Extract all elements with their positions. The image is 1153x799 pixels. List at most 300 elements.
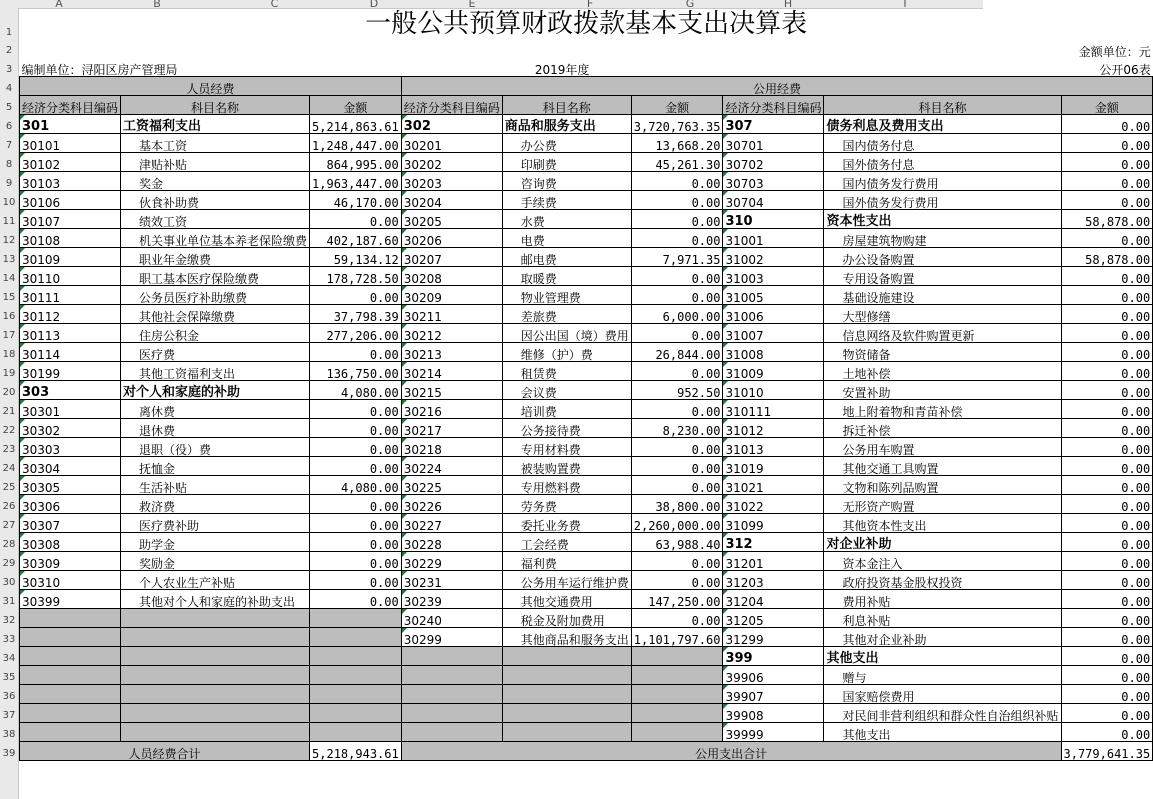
item-name-cell[interactable]: 手续费 — [502, 191, 631, 210]
hdr-code-d[interactable]: 经济分类科目编码 — [401, 96, 502, 115]
amount-cell[interactable]: 0.00 — [1061, 134, 1153, 153]
amount-cell[interactable]: 0.00 — [1061, 267, 1153, 286]
sheet-title[interactable]: 一般公共预算财政拨款基本支出决算表 — [365, 9, 808, 39]
econ-code-cell[interactable]: 30209 — [401, 286, 502, 305]
item-name-cell[interactable]: 利息补贴 — [824, 609, 1061, 628]
econ-code-cell[interactable]: 30216 — [401, 400, 502, 419]
amount-cell[interactable]: 952.50 — [631, 381, 723, 400]
item-name-cell[interactable]: 培训费 — [502, 400, 631, 419]
item-name-cell[interactable]: 医疗费补助 — [121, 514, 310, 533]
item-name-cell[interactable]: 地上附着物和青苗补偿 — [824, 400, 1061, 419]
amount-cell[interactable]: 0.00 — [1061, 400, 1153, 419]
amount-cell[interactable]: 13,668.20 — [631, 134, 723, 153]
econ-code-cell[interactable]: 30228 — [401, 533, 502, 552]
item-name-cell[interactable]: 委托业务费 — [502, 514, 631, 533]
amount-cell[interactable]: 0.00 — [1061, 115, 1153, 134]
item-name-cell[interactable]: 物业管理费 — [502, 286, 631, 305]
econ-code-cell[interactable]: 31009 — [723, 362, 824, 381]
econ-code-cell[interactable]: 30106 — [20, 191, 121, 210]
amount-cell[interactable] — [310, 685, 402, 704]
amount-cell[interactable] — [310, 723, 402, 742]
econ-code-cell[interactable]: 30305 — [20, 476, 121, 495]
amount-cell[interactable] — [310, 647, 402, 666]
amount-cell[interactable]: 5,214,863.61 — [310, 115, 402, 134]
amount-cell[interactable]: 0.00 — [1061, 590, 1153, 609]
row-number[interactable]: 14 — [2, 272, 16, 284]
item-name-cell[interactable]: 无形资产购置 — [824, 495, 1061, 514]
column-letter[interactable]: I — [903, 0, 907, 10]
item-name-cell[interactable]: 对民间非营利组织和群众性自治组织补贴 — [824, 704, 1061, 723]
amount-cell[interactable]: 63,988.40 — [631, 533, 723, 552]
amount-cell[interactable]: 1,963,447.00 — [310, 172, 402, 191]
amount-cell[interactable] — [631, 685, 723, 704]
econ-code-cell[interactable]: 31001 — [723, 229, 824, 248]
econ-code-cell[interactable]: 30299 — [401, 628, 502, 647]
row-number[interactable]: 15 — [2, 291, 16, 303]
amount-cell[interactable]: 0.00 — [310, 552, 402, 571]
item-name-cell[interactable]: 债务利息及费用支出 — [824, 115, 1061, 134]
econ-code-cell[interactable] — [401, 704, 502, 723]
hdr-amount-c[interactable]: 金额 — [310, 96, 402, 115]
econ-code-cell[interactable]: 30103 — [20, 172, 121, 191]
econ-code-cell[interactable]: 31022 — [723, 495, 824, 514]
amount-cell[interactable]: 0.00 — [631, 571, 723, 590]
econ-code-cell[interactable]: 31008 — [723, 343, 824, 362]
item-name-cell[interactable]: 其他对个人和家庭的补助支出 — [121, 590, 310, 609]
item-name-cell[interactable] — [121, 628, 310, 647]
amount-cell[interactable]: 26,844.00 — [631, 343, 723, 362]
column-letter[interactable]: F — [586, 0, 594, 10]
econ-code-cell[interactable]: 301 — [20, 115, 121, 134]
row-number[interactable]: 32 — [2, 614, 16, 626]
item-name-cell[interactable] — [502, 666, 631, 685]
item-name-cell[interactable]: 拆迁补偿 — [824, 419, 1061, 438]
amount-cell[interactable]: 0.00 — [631, 286, 723, 305]
row-number[interactable]: 1 — [5, 27, 13, 38]
item-name-cell[interactable]: 安置补助 — [824, 381, 1061, 400]
item-name-cell[interactable]: 房屋建筑物购建 — [824, 229, 1061, 248]
row-number[interactable]: 13 — [2, 253, 16, 265]
amount-cell[interactable]: 0.00 — [1061, 457, 1153, 476]
amount-cell[interactable]: 38,800.00 — [631, 495, 723, 514]
item-name-cell[interactable]: 工会经费 — [502, 533, 631, 552]
amount-cell[interactable]: 0.00 — [1061, 685, 1153, 704]
econ-code-cell[interactable]: 30302 — [20, 419, 121, 438]
econ-code-cell[interactable] — [20, 685, 121, 704]
row-number[interactable]: 28 — [2, 538, 16, 550]
item-name-cell[interactable] — [121, 647, 310, 666]
item-name-cell[interactable]: 因公出国（境）费用 — [502, 324, 631, 343]
item-name-cell[interactable]: 医疗费 — [121, 343, 310, 362]
amount-cell[interactable]: 3,720,763.35 — [631, 115, 723, 134]
econ-code-cell[interactable]: 30308 — [20, 533, 121, 552]
item-name-cell[interactable] — [502, 723, 631, 742]
amount-cell[interactable]: 0.00 — [631, 457, 723, 476]
item-name-cell[interactable]: 资本性支出 — [824, 210, 1061, 229]
item-name-cell[interactable]: 职业年金缴费 — [121, 248, 310, 267]
amount-cell[interactable]: 58,878.00 — [1061, 248, 1153, 267]
column-letter[interactable]: E — [468, 0, 476, 10]
row-number[interactable]: 9 — [5, 177, 13, 189]
item-name-cell[interactable]: 其他交通费用 — [502, 590, 631, 609]
econ-code-cell[interactable]: 30224 — [401, 457, 502, 476]
amount-cell[interactable] — [310, 704, 402, 723]
econ-code-cell[interactable] — [401, 647, 502, 666]
econ-code-cell[interactable]: 30229 — [401, 552, 502, 571]
amount-cell[interactable]: 0.00 — [310, 590, 402, 609]
econ-code-cell[interactable]: 31005 — [723, 286, 824, 305]
amount-cell[interactable]: 0.00 — [310, 286, 402, 305]
econ-code-cell[interactable]: 30113 — [20, 324, 121, 343]
econ-code-cell[interactable]: 31006 — [723, 305, 824, 324]
econ-code-cell[interactable]: 31019 — [723, 457, 824, 476]
item-name-cell[interactable]: 取暖费 — [502, 267, 631, 286]
amount-cell[interactable]: 0.00 — [1061, 628, 1153, 647]
amount-cell[interactable]: 0.00 — [310, 457, 402, 476]
row-number[interactable]: 38 — [2, 728, 16, 740]
item-name-cell[interactable]: 办公设备购置 — [824, 248, 1061, 267]
econ-code-cell[interactable]: 31021 — [723, 476, 824, 495]
amount-cell[interactable]: 0.00 — [631, 324, 723, 343]
item-name-cell[interactable]: 水费 — [502, 210, 631, 229]
amount-cell[interactable]: 7,971.35 — [631, 248, 723, 267]
econ-code-cell[interactable]: 30703 — [723, 172, 824, 191]
item-name-cell[interactable] — [502, 647, 631, 666]
amount-cell[interactable]: 6,000.00 — [631, 305, 723, 324]
amount-cell[interactable]: 0.00 — [310, 533, 402, 552]
item-name-cell[interactable]: 赠与 — [824, 666, 1061, 685]
hdr-name-h[interactable]: 科目名称 — [824, 96, 1061, 115]
item-name-cell[interactable]: 信息网络及软件购置更新 — [824, 324, 1061, 343]
item-name-cell[interactable]: 大型修缮 — [824, 305, 1061, 324]
econ-code-cell[interactable]: 30215 — [401, 381, 502, 400]
item-name-cell[interactable]: 退休费 — [121, 419, 310, 438]
econ-code-cell[interactable] — [401, 685, 502, 704]
year-label[interactable]: 2019年度 — [534, 63, 590, 77]
item-name-cell[interactable]: 其他支出 — [824, 723, 1061, 742]
amount-cell[interactable]: 0.00 — [310, 210, 402, 229]
item-name-cell[interactable]: 维修（护）费 — [502, 343, 631, 362]
row-number[interactable]: 8 — [5, 158, 13, 170]
amount-cell[interactable]: 0.00 — [631, 400, 723, 419]
econ-code-cell[interactable]: 30231 — [401, 571, 502, 590]
item-name-cell[interactable] — [121, 609, 310, 628]
amount-cell[interactable]: 1,248,447.00 — [310, 134, 402, 153]
item-name-cell[interactable] — [121, 704, 310, 723]
row-number[interactable]: 12 — [2, 234, 16, 246]
item-name-cell[interactable] — [502, 685, 631, 704]
row-number[interactable]: 2 — [5, 45, 13, 56]
item-name-cell[interactable]: 生活补贴 — [121, 476, 310, 495]
row-number[interactable]: 36 — [2, 690, 16, 702]
amount-cell[interactable] — [631, 704, 723, 723]
econ-code-cell[interactable]: 39999 — [723, 723, 824, 742]
econ-code-cell[interactable] — [20, 666, 121, 685]
econ-code-cell[interactable]: 30207 — [401, 248, 502, 267]
econ-code-cell[interactable]: 30109 — [20, 248, 121, 267]
amount-cell[interactable]: 4,080.00 — [310, 381, 402, 400]
amount-cell[interactable]: 136,750.00 — [310, 362, 402, 381]
row-number[interactable]: 22 — [2, 424, 16, 436]
econ-code-cell[interactable]: 307 — [723, 115, 824, 134]
amount-cell[interactable]: 0.00 — [631, 552, 723, 571]
total-public-label[interactable]: 公用支出合计 — [401, 742, 1061, 761]
econ-code-cell[interactable]: 31003 — [723, 267, 824, 286]
item-name-cell[interactable]: 国内债务付息 — [824, 134, 1061, 153]
item-name-cell[interactable]: 邮电费 — [502, 248, 631, 267]
econ-code-cell[interactable]: 30110 — [20, 267, 121, 286]
amount-cell[interactable]: 147,250.00 — [631, 590, 723, 609]
item-name-cell[interactable]: 助学金 — [121, 533, 310, 552]
row-number[interactable]: 3 — [5, 63, 13, 75]
amount-cell[interactable] — [631, 723, 723, 742]
item-name-cell[interactable]: 差旅费 — [502, 305, 631, 324]
amount-cell[interactable]: 8,230.00 — [631, 419, 723, 438]
amount-cell[interactable]: 0.00 — [1061, 666, 1153, 685]
column-letter[interactable]: A — [55, 0, 63, 10]
amount-cell[interactable]: 0.00 — [631, 609, 723, 628]
item-name-cell[interactable] — [502, 704, 631, 723]
econ-code-cell[interactable]: 30218 — [401, 438, 502, 457]
item-name-cell[interactable]: 绩效工资 — [121, 210, 310, 229]
econ-code-cell[interactable]: 31099 — [723, 514, 824, 533]
item-name-cell[interactable]: 其他商品和服务支出 — [502, 628, 631, 647]
econ-code-cell[interactable]: 31201 — [723, 552, 824, 571]
amount-cell[interactable] — [631, 647, 723, 666]
econ-code-cell[interactable]: 302 — [401, 115, 502, 134]
column-letter[interactable]: H — [783, 0, 793, 10]
amount-cell[interactable]: 0.00 — [1061, 229, 1153, 248]
row-number[interactable]: 27 — [2, 519, 16, 531]
econ-code-cell[interactable]: 30310 — [20, 571, 121, 590]
row-number[interactable]: 19 — [2, 367, 16, 379]
econ-code-cell[interactable] — [20, 704, 121, 723]
item-name-cell[interactable]: 奖金 — [121, 172, 310, 191]
econ-code-cell[interactable]: 30240 — [401, 609, 502, 628]
amount-cell[interactable]: 0.00 — [1061, 723, 1153, 742]
column-letter[interactable]: D — [369, 0, 379, 10]
econ-code-cell[interactable]: 30301 — [20, 400, 121, 419]
amount-cell[interactable]: 0.00 — [631, 267, 723, 286]
item-name-cell[interactable]: 物资储备 — [824, 343, 1061, 362]
econ-code-cell[interactable]: 30206 — [401, 229, 502, 248]
econ-code-cell[interactable]: 30702 — [723, 153, 824, 172]
org-label[interactable]: 编制单位：浔阳区房产管理局 — [21, 63, 178, 77]
econ-code-cell[interactable]: 31010 — [723, 381, 824, 400]
econ-code-cell[interactable] — [20, 723, 121, 742]
econ-code-cell[interactable]: 30225 — [401, 476, 502, 495]
unit-label[interactable]: 金额单位：元 — [1078, 45, 1151, 59]
item-name-cell[interactable]: 商品和服务支出 — [502, 115, 631, 134]
econ-code-cell[interactable]: 30111 — [20, 286, 121, 305]
item-name-cell[interactable]: 租赁费 — [502, 362, 631, 381]
amount-cell[interactable]: 0.00 — [1061, 172, 1153, 191]
econ-code-cell[interactable]: 30307 — [20, 514, 121, 533]
row-number[interactable]: 23 — [2, 443, 16, 455]
item-name-cell[interactable]: 基础设施建设 — [824, 286, 1061, 305]
amount-cell[interactable]: 0.00 — [1061, 343, 1153, 362]
item-name-cell[interactable]: 职工基本医疗保险缴费 — [121, 267, 310, 286]
amount-cell[interactable]: 46,170.00 — [310, 191, 402, 210]
econ-code-cell[interactable]: 30108 — [20, 229, 121, 248]
econ-code-cell[interactable]: 39907 — [723, 685, 824, 704]
item-name-cell[interactable]: 办公费 — [502, 134, 631, 153]
amount-cell[interactable]: 277,206.00 — [310, 324, 402, 343]
econ-code-cell[interactable]: 39908 — [723, 704, 824, 723]
item-name-cell[interactable]: 印刷费 — [502, 153, 631, 172]
amount-cell[interactable]: 402,187.60 — [310, 229, 402, 248]
econ-code-cell[interactable]: 30114 — [20, 343, 121, 362]
econ-code-cell[interactable]: 30199 — [20, 362, 121, 381]
amount-cell[interactable]: 864,995.00 — [310, 153, 402, 172]
econ-code-cell[interactable]: 31203 — [723, 571, 824, 590]
amount-cell[interactable]: 0.00 — [310, 343, 402, 362]
amount-cell[interactable]: 0.00 — [310, 419, 402, 438]
item-name-cell[interactable]: 救济费 — [121, 495, 310, 514]
amount-cell[interactable]: 2,260,000.00 — [631, 514, 723, 533]
amount-cell[interactable]: 0.00 — [1061, 324, 1153, 343]
item-name-cell[interactable]: 住房公积金 — [121, 324, 310, 343]
amount-cell[interactable]: 0.00 — [1061, 286, 1153, 305]
row-number[interactable]: 31 — [2, 595, 16, 607]
item-name-cell[interactable]: 其他支出 — [824, 647, 1061, 666]
amount-cell[interactable]: 0.00 — [1061, 305, 1153, 324]
item-name-cell[interactable] — [121, 723, 310, 742]
row-number[interactable]: 30 — [2, 576, 16, 588]
econ-code-cell[interactable]: 30239 — [401, 590, 502, 609]
item-name-cell[interactable]: 专用燃料费 — [502, 476, 631, 495]
amount-cell[interactable]: 0.00 — [1061, 476, 1153, 495]
row-number[interactable]: 20 — [2, 386, 16, 398]
amount-cell[interactable]: 0.00 — [631, 210, 723, 229]
row-number[interactable]: 11 — [2, 215, 16, 227]
row-number[interactable]: 10 — [2, 196, 16, 208]
amount-cell[interactable]: 0.00 — [1061, 533, 1153, 552]
econ-code-cell[interactable]: 30704 — [723, 191, 824, 210]
econ-code-cell[interactable]: 303 — [20, 381, 121, 400]
item-name-cell[interactable]: 对个人和家庭的补助 — [121, 381, 310, 400]
amount-cell[interactable]: 0.00 — [631, 438, 723, 457]
row-number[interactable]: 29 — [2, 557, 16, 569]
amount-cell[interactable]: 58,878.00 — [1061, 210, 1153, 229]
hdr-code-g[interactable]: 经济分类科目编码 — [723, 96, 824, 115]
econ-code-cell[interactable]: 399 — [723, 647, 824, 666]
item-name-cell[interactable]: 对企业补助 — [824, 533, 1061, 552]
item-name-cell[interactable]: 公务用车购置 — [824, 438, 1061, 457]
amount-cell[interactable]: 0.00 — [1061, 381, 1153, 400]
amount-cell[interactable]: 0.00 — [631, 362, 723, 381]
amount-cell[interactable] — [310, 666, 402, 685]
econ-code-cell[interactable]: 30112 — [20, 305, 121, 324]
item-name-cell[interactable]: 津贴补贴 — [121, 153, 310, 172]
item-name-cell[interactable]: 福利费 — [502, 552, 631, 571]
econ-code-cell[interactable]: 30306 — [20, 495, 121, 514]
item-name-cell[interactable] — [121, 685, 310, 704]
item-name-cell[interactable]: 专用设备购置 — [824, 267, 1061, 286]
amount-cell[interactable]: 0.00 — [1061, 647, 1153, 666]
econ-code-cell[interactable] — [20, 628, 121, 647]
amount-cell[interactable]: 0.00 — [310, 400, 402, 419]
econ-code-cell[interactable]: 30227 — [401, 514, 502, 533]
item-name-cell[interactable]: 其他交通工具购置 — [824, 457, 1061, 476]
row-number[interactable]: 16 — [2, 310, 16, 322]
amount-cell[interactable]: 45,261.30 — [631, 153, 723, 172]
item-name-cell[interactable]: 工资福利支出 — [121, 115, 310, 134]
row-number[interactable]: 6 — [5, 120, 13, 132]
amount-cell[interactable]: 1,101,797.60 — [631, 628, 723, 647]
econ-code-cell[interactable]: 30213 — [401, 343, 502, 362]
total-personnel-value[interactable]: 5,218,943.61 — [310, 742, 402, 761]
econ-code-cell[interactable]: 310 — [723, 210, 824, 229]
column-letter[interactable]: B — [153, 0, 161, 10]
item-name-cell[interactable]: 伙食补助费 — [121, 191, 310, 210]
amount-cell[interactable]: 0.00 — [1061, 704, 1153, 723]
row-number[interactable]: 7 — [5, 139, 13, 151]
econ-code-cell[interactable] — [401, 723, 502, 742]
item-name-cell[interactable]: 咨询费 — [502, 172, 631, 191]
econ-code-cell[interactable]: 30211 — [401, 305, 502, 324]
item-name-cell[interactable]: 资本金注入 — [824, 552, 1061, 571]
row-number[interactable]: 4 — [5, 82, 13, 94]
total-personnel-label[interactable]: 人员经费合计 — [20, 742, 310, 761]
row-number[interactable]: 37 — [2, 709, 16, 721]
item-name-cell[interactable]: 政府投资基金股权投资 — [824, 571, 1061, 590]
item-name-cell[interactable]: 基本工资 — [121, 134, 310, 153]
amount-cell[interactable]: 178,728.50 — [310, 267, 402, 286]
item-name-cell[interactable]: 公务用车运行维护费 — [502, 571, 631, 590]
item-name-cell[interactable]: 离休费 — [121, 400, 310, 419]
item-name-cell[interactable]: 公务员医疗补助缴费 — [121, 286, 310, 305]
amount-cell[interactable]: 0.00 — [1061, 571, 1153, 590]
row-number[interactable]: 18 — [2, 348, 16, 360]
econ-code-cell[interactable]: 31007 — [723, 324, 824, 343]
hdr-name-e[interactable]: 科目名称 — [502, 96, 631, 115]
econ-code-cell[interactable] — [20, 647, 121, 666]
amount-cell[interactable]: 0.00 — [631, 172, 723, 191]
item-name-cell[interactable]: 费用补贴 — [824, 590, 1061, 609]
econ-code-cell[interactable]: 30107 — [20, 210, 121, 229]
item-name-cell[interactable]: 税金及附加费用 — [502, 609, 631, 628]
econ-code-cell[interactable]: 30399 — [20, 590, 121, 609]
row-number[interactable]: 25 — [2, 481, 16, 493]
hdr-amount-f[interactable]: 金额 — [631, 96, 723, 115]
amount-cell[interactable]: 0.00 — [310, 438, 402, 457]
item-name-cell[interactable]: 其他工资福利支出 — [121, 362, 310, 381]
econ-code-cell[interactable]: 30102 — [20, 153, 121, 172]
econ-code-cell[interactable]: 30208 — [401, 267, 502, 286]
amount-cell[interactable]: 0.00 — [631, 476, 723, 495]
econ-code-cell[interactable]: 31012 — [723, 419, 824, 438]
hdr-amount-i[interactable]: 金额 — [1061, 96, 1153, 115]
amount-cell[interactable] — [310, 609, 402, 628]
item-name-cell[interactable]: 会议费 — [502, 381, 631, 400]
econ-code-cell[interactable]: 31205 — [723, 609, 824, 628]
item-name-cell[interactable]: 国内债务发行费用 — [824, 172, 1061, 191]
econ-code-cell[interactable]: 30101 — [20, 134, 121, 153]
column-letter[interactable]: C — [270, 0, 279, 10]
row-number[interactable]: 5 — [5, 101, 13, 113]
econ-code-cell[interactable] — [20, 609, 121, 628]
amount-cell[interactable] — [310, 628, 402, 647]
item-name-cell[interactable]: 被装购置费 — [502, 457, 631, 476]
item-name-cell[interactable]: 退职（役）费 — [121, 438, 310, 457]
row-number[interactable]: 21 — [2, 405, 16, 417]
amount-cell[interactable]: 0.00 — [1061, 362, 1153, 381]
econ-code-cell[interactable] — [401, 666, 502, 685]
amount-cell[interactable]: 59,134.12 — [310, 248, 402, 267]
item-name-cell[interactable] — [121, 666, 310, 685]
econ-code-cell[interactable]: 310111 — [723, 400, 824, 419]
